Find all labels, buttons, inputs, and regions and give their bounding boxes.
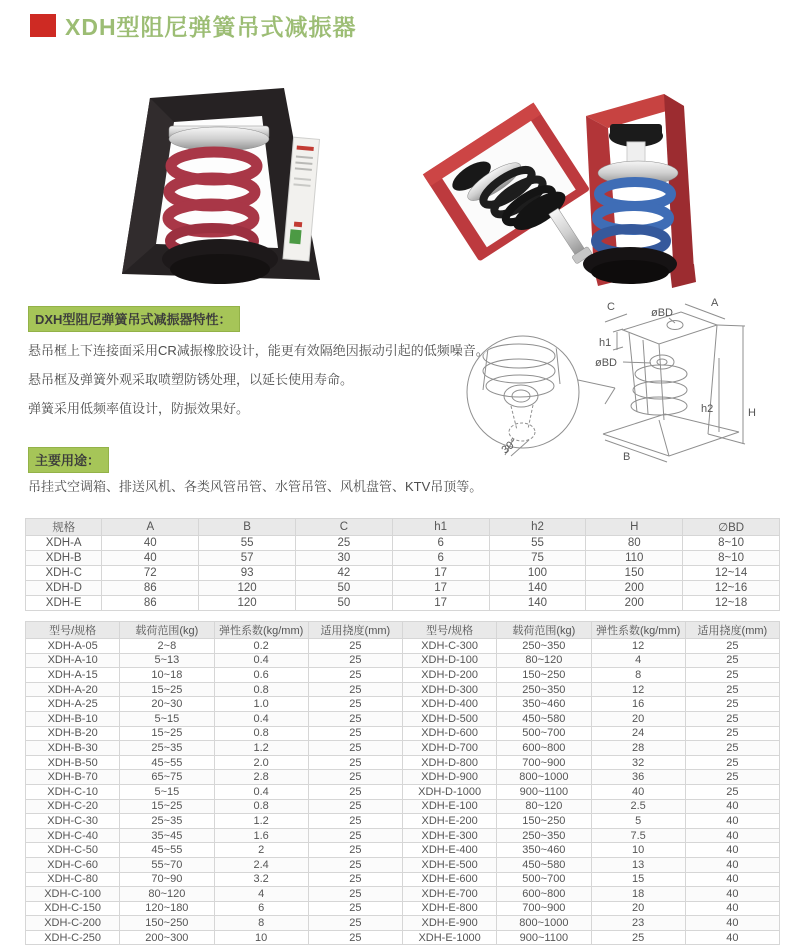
table-cell: 7.5 [591, 828, 685, 843]
table-cell: XDH-D-400 [403, 697, 497, 712]
table-cell: 40 [685, 857, 779, 872]
column-header: 弹性系数(kg/mm) [591, 622, 685, 639]
table-cell: 40 [685, 872, 779, 887]
table-cell: 8~10 [683, 536, 780, 551]
table-cell: 1.0 [214, 697, 308, 712]
table-row [26, 639, 780, 654]
table-cell: 5~15 [120, 784, 214, 799]
table-cell: 1.2 [214, 741, 308, 756]
table-cell: 30 [295, 551, 392, 566]
table-cell: 42 [295, 566, 392, 581]
table-cell: 350~460 [497, 843, 591, 858]
table-cell: 2 [214, 843, 308, 858]
table-cell: 25 [308, 726, 402, 741]
table-cell: XDH-E-500 [403, 857, 497, 872]
table-cell: 250~350 [497, 639, 591, 654]
table-cell: 2.4 [214, 857, 308, 872]
red-square-bullet-icon [30, 14, 56, 37]
column-header: h1 [392, 519, 489, 536]
column-header: 弹性系数(kg/mm) [214, 622, 308, 639]
table-cell: 25 [308, 857, 402, 872]
table-cell: 140 [489, 581, 586, 596]
column-header: 适用挠度(mm) [685, 622, 779, 639]
table-cell: XDH-C-250 [26, 930, 120, 945]
table-cell: XDH-D-700 [403, 741, 497, 756]
table-cell: 40 [591, 784, 685, 799]
table-cell: 25 [685, 653, 779, 668]
table-row [26, 668, 780, 683]
table-cell: 0.6 [214, 668, 308, 683]
table-cell: 28 [591, 741, 685, 756]
table-row [26, 843, 780, 858]
table-cell: 500~700 [497, 872, 591, 887]
table-cell: XDH-D-100 [403, 653, 497, 668]
table-cell: 17 [392, 596, 489, 611]
dim-label-c: C [607, 301, 615, 313]
spec-dimensions-table [25, 518, 780, 611]
table-cell: 140 [489, 596, 586, 611]
table-cell: 100 [489, 566, 586, 581]
table-cell: XDH-C-30 [26, 814, 120, 829]
table-cell: 50 [295, 596, 392, 611]
table-cell: 200~300 [120, 930, 214, 945]
page-title: XDH型阻尼弹簧吊式减振器 [65, 14, 357, 40]
table-cell: 500~700 [497, 726, 591, 741]
table-cell: 8~10 [683, 551, 780, 566]
table-cell: 450~580 [497, 857, 591, 872]
table-cell: 5~13 [120, 653, 214, 668]
dim-label-angle: 30° [499, 436, 520, 457]
column-header: 适用挠度(mm) [308, 622, 402, 639]
table-cell: 80~120 [497, 653, 591, 668]
table-cell: 10 [591, 843, 685, 858]
table-cell: 1.2 [214, 814, 308, 829]
table-cell: 40 [102, 536, 199, 551]
table-cell: 110 [586, 551, 683, 566]
table-cell: 900~1100 [497, 784, 591, 799]
table-cell: 17 [392, 566, 489, 581]
table-cell: 80 [586, 536, 683, 551]
table-cell: XDH-B-20 [26, 726, 120, 741]
table-cell: XDH-D-300 [403, 682, 497, 697]
table-cell: 8 [214, 916, 308, 931]
table-cell: 0.2 [214, 639, 308, 654]
dim-label-h: H [748, 407, 756, 419]
table-cell: 17 [392, 581, 489, 596]
table-cell: XDH-B-70 [26, 770, 120, 785]
table-cell: 93 [199, 566, 296, 581]
table-cell: 40 [685, 799, 779, 814]
table-cell: XDH-C [26, 566, 102, 581]
column-header: ∅BD [683, 519, 780, 536]
column-header: h2 [489, 519, 586, 536]
table-row [26, 887, 780, 902]
table-cell: 25 [685, 726, 779, 741]
table-cell: 72 [102, 566, 199, 581]
table-cell: 25 [308, 784, 402, 799]
table-cell: XDH-C-100 [26, 887, 120, 902]
dim-label-bd-mid: øBD [595, 357, 617, 369]
table-cell: XDH-B-30 [26, 741, 120, 756]
table-cell: 25 [308, 843, 402, 858]
table-cell: XDH-E-900 [403, 916, 497, 931]
table-row [26, 536, 780, 551]
table-cell: 2.5 [591, 799, 685, 814]
dim-label-h1: h1 [599, 337, 612, 349]
table-cell: 24 [591, 726, 685, 741]
table-cell: 25 [308, 711, 402, 726]
table-cell: XDH-C-200 [26, 916, 120, 931]
table-cell: 600~800 [497, 741, 591, 756]
table-cell: 20 [591, 901, 685, 916]
table-cell: 450~580 [497, 711, 591, 726]
table-cell: XDH-E-1000 [403, 930, 497, 945]
dimension-diagram [455, 292, 800, 477]
table-cell: 0.4 [214, 653, 308, 668]
column-header: C [295, 519, 392, 536]
table-cell: 15~25 [120, 682, 214, 697]
table-cell: XDH-D-500 [403, 711, 497, 726]
table-cell: 65~75 [120, 770, 214, 785]
usage-text: 吊挂式空调箱、排送风机、各类风管吊管、水管吊管、风机盘管、KTV吊顶等。 [28, 479, 483, 494]
table-cell: 86 [102, 596, 199, 611]
table-cell: 57 [199, 551, 296, 566]
table-cell: 25 [685, 668, 779, 683]
table-cell: 3.2 [214, 872, 308, 887]
table-row [26, 814, 780, 829]
table-cell: 120 [199, 581, 296, 596]
table-cell: 25 [685, 784, 779, 799]
table-cell: 700~900 [497, 755, 591, 770]
table-cell: XDH-C-50 [26, 843, 120, 858]
table-cell: XDH-D-600 [403, 726, 497, 741]
table-cell: XDH-C-20 [26, 799, 120, 814]
table-cell: 25 [308, 930, 402, 945]
table-cell: 0.8 [214, 682, 308, 697]
table-cell: 25 [685, 682, 779, 697]
table-cell: 45~55 [120, 843, 214, 858]
table-cell: 25 [685, 697, 779, 712]
table-cell: 0.4 [214, 784, 308, 799]
table-cell: 600~800 [497, 887, 591, 902]
table-cell: 25 [685, 741, 779, 756]
table-cell: 80~120 [120, 887, 214, 902]
table-cell: 1.6 [214, 828, 308, 843]
table-cell: 6 [392, 536, 489, 551]
table-cell: 120~180 [120, 901, 214, 916]
table-cell: 8 [591, 668, 685, 683]
table-row [26, 566, 780, 581]
usage-heading: 主要用途： [28, 447, 109, 473]
table-cell: XDH-D-200 [403, 668, 497, 683]
table-cell: 40 [685, 814, 779, 829]
table-cell: 25 [308, 653, 402, 668]
table-cell: 40 [685, 843, 779, 858]
table-cell: 25 [308, 799, 402, 814]
table-cell: XDH-E-400 [403, 843, 497, 858]
table-cell: 150 [586, 566, 683, 581]
table-cell: 700~900 [497, 901, 591, 916]
table-row [26, 930, 780, 945]
table-cell: 25 [685, 755, 779, 770]
table-row [26, 784, 780, 799]
table-cell: 18 [591, 887, 685, 902]
table-cell: 25 [308, 668, 402, 683]
table-cell: XDH-C-10 [26, 784, 120, 799]
dim-label-h2: h2 [701, 403, 714, 415]
table-cell: 25 [308, 916, 402, 931]
table-cell: XDH-E-800 [403, 901, 497, 916]
table-cell: XDH-A [26, 536, 102, 551]
table-cell: 6 [214, 901, 308, 916]
table-row [26, 916, 780, 931]
features-heading: DXH型阻尼弹簧吊式减振器特性： [28, 306, 240, 332]
table-cell: 200 [586, 581, 683, 596]
table-cell: XDH-A-25 [26, 697, 120, 712]
table-row [26, 901, 780, 916]
table-cell: 16 [591, 697, 685, 712]
table-cell: 0.4 [214, 711, 308, 726]
table-cell: XDH-E-600 [403, 872, 497, 887]
table-cell: 40 [685, 930, 779, 945]
table-cell: 70~90 [120, 872, 214, 887]
table-cell: 55 [489, 536, 586, 551]
table-row [26, 828, 780, 843]
table-cell: 12~16 [683, 581, 780, 596]
table-cell: XDH-C-150 [26, 901, 120, 916]
table-cell: 0.8 [214, 799, 308, 814]
table-cell: 10 [214, 930, 308, 945]
table-cell: 25 [308, 639, 402, 654]
table-cell: 15~25 [120, 726, 214, 741]
table-cell: XDH-E-700 [403, 887, 497, 902]
table-cell: 35~45 [120, 828, 214, 843]
table-cell: 80~120 [497, 799, 591, 814]
table-cell: XDH-A-20 [26, 682, 120, 697]
table-cell: 5 [591, 814, 685, 829]
table-cell: 36 [591, 770, 685, 785]
feature-item: 悬吊框及弹簧外观采取喷塑防锈处理，以延长使用寿命。 [28, 372, 354, 387]
column-header: B [199, 519, 296, 536]
table-cell: 15 [591, 872, 685, 887]
model-load-table [25, 621, 780, 945]
table-cell: 40 [685, 828, 779, 843]
table-cell: 20 [591, 711, 685, 726]
table-cell: 25 [308, 770, 402, 785]
table-cell: XDH-A-10 [26, 653, 120, 668]
dim-label-a: A [711, 297, 719, 309]
table-cell: 2.0 [214, 755, 308, 770]
table-cell: 45~55 [120, 755, 214, 770]
table-cell: 2~8 [120, 639, 214, 654]
feature-item: 悬吊框上下连接面采用CR减振橡胶设计，能更有效隔绝因振动引起的低频噪音。 [28, 343, 489, 358]
table-row [26, 682, 780, 697]
table-cell: XDH-C-300 [403, 639, 497, 654]
table-row [26, 551, 780, 566]
table-cell: XDH-E [26, 596, 102, 611]
table-cell: XDH-D [26, 581, 102, 596]
column-header: H [586, 519, 683, 536]
table-cell: 13 [591, 857, 685, 872]
table-cell: 25 [308, 814, 402, 829]
table-cell: 350~460 [497, 697, 591, 712]
table-row [26, 596, 780, 611]
column-header: A [102, 519, 199, 536]
table-cell: 900~1100 [497, 930, 591, 945]
table-cell: XDH-C-80 [26, 872, 120, 887]
table-cell: 25~35 [120, 741, 214, 756]
table-cell: 5~15 [120, 711, 214, 726]
column-header: 型号/规格 [26, 622, 120, 639]
table-cell: 250~350 [497, 828, 591, 843]
table-cell: XDH-D-1000 [403, 784, 497, 799]
table-cell: 50 [295, 581, 392, 596]
table-cell: 25 [308, 697, 402, 712]
table-cell: 200 [586, 596, 683, 611]
table-cell: 25~35 [120, 814, 214, 829]
table-cell: 25 [308, 901, 402, 916]
table-cell: 150~250 [497, 668, 591, 683]
table-cell: 25 [591, 930, 685, 945]
column-header: 型号/规格 [403, 622, 497, 639]
table-row [26, 741, 780, 756]
table-cell: 6 [392, 551, 489, 566]
table-cell: 25 [308, 872, 402, 887]
table-cell: 25 [308, 682, 402, 697]
table-row [26, 581, 780, 596]
table-cell: 250~350 [497, 682, 591, 697]
table-cell: 25 [685, 711, 779, 726]
table-row [26, 857, 780, 872]
table-row [26, 770, 780, 785]
table-cell: XDH-D-800 [403, 755, 497, 770]
column-header: 载荷范围(kg) [120, 622, 214, 639]
table-cell: 150~250 [497, 814, 591, 829]
table-cell: XDH-E-200 [403, 814, 497, 829]
table-cell: 25 [308, 828, 402, 843]
product-photo-red-units [420, 74, 712, 300]
table-cell: 55~70 [120, 857, 214, 872]
dim-label-b: B [623, 451, 631, 463]
table-cell: 86 [102, 581, 199, 596]
table-cell: 25 [308, 741, 402, 756]
table-row [26, 872, 780, 887]
table-cell: XDH-B-10 [26, 711, 120, 726]
table-cell: 25 [685, 639, 779, 654]
table-cell: XDH-C-40 [26, 828, 120, 843]
table-cell: XDH-E-100 [403, 799, 497, 814]
table-row [26, 799, 780, 814]
table-cell: 12 [591, 639, 685, 654]
table-row [26, 755, 780, 770]
table-cell: 40 [685, 901, 779, 916]
table-cell: XDH-D-900 [403, 770, 497, 785]
column-header: 载荷范围(kg) [497, 622, 591, 639]
table-cell: 25 [308, 887, 402, 902]
table-cell: XDH-B [26, 551, 102, 566]
table-cell: 10~18 [120, 668, 214, 683]
table-cell: 55 [199, 536, 296, 551]
table-cell: 25 [685, 770, 779, 785]
dim-label-bd-top: øBD [651, 307, 673, 319]
feature-item: 弹簧采用低频率值设计，防振效果好。 [28, 401, 250, 416]
table-cell: 75 [489, 551, 586, 566]
table-cell: 120 [199, 596, 296, 611]
page-header [30, 9, 357, 42]
table-cell: 4 [214, 887, 308, 902]
table-cell: 4 [591, 653, 685, 668]
table-cell: 12 [591, 682, 685, 697]
table-cell: XDH-B-50 [26, 755, 120, 770]
table-cell: 40 [685, 916, 779, 931]
table-cell: 32 [591, 755, 685, 770]
table-row [26, 726, 780, 741]
table-cell: 40 [102, 551, 199, 566]
table-cell: 12~18 [683, 596, 780, 611]
table-cell: 25 [295, 536, 392, 551]
table-cell: 800~1000 [497, 916, 591, 931]
table-cell: 20~30 [120, 697, 214, 712]
table-cell: 25 [308, 755, 402, 770]
product-photo-black-unit [92, 82, 370, 300]
table-row [26, 697, 780, 712]
table-cell: 15~25 [120, 799, 214, 814]
table-cell: 2.8 [214, 770, 308, 785]
table-cell: XDH-A-15 [26, 668, 120, 683]
table-cell: 800~1000 [497, 770, 591, 785]
table-cell: 12~14 [683, 566, 780, 581]
table-cell: 40 [685, 887, 779, 902]
table-cell: 23 [591, 916, 685, 931]
table-row [26, 653, 780, 668]
table-row [26, 711, 780, 726]
table-cell: XDH-C-60 [26, 857, 120, 872]
table-cell: 0.8 [214, 726, 308, 741]
column-header: 规格 [26, 519, 102, 536]
table-cell: XDH-E-300 [403, 828, 497, 843]
table-cell: 150~250 [120, 916, 214, 931]
table-cell: XDH-A-05 [26, 639, 120, 654]
